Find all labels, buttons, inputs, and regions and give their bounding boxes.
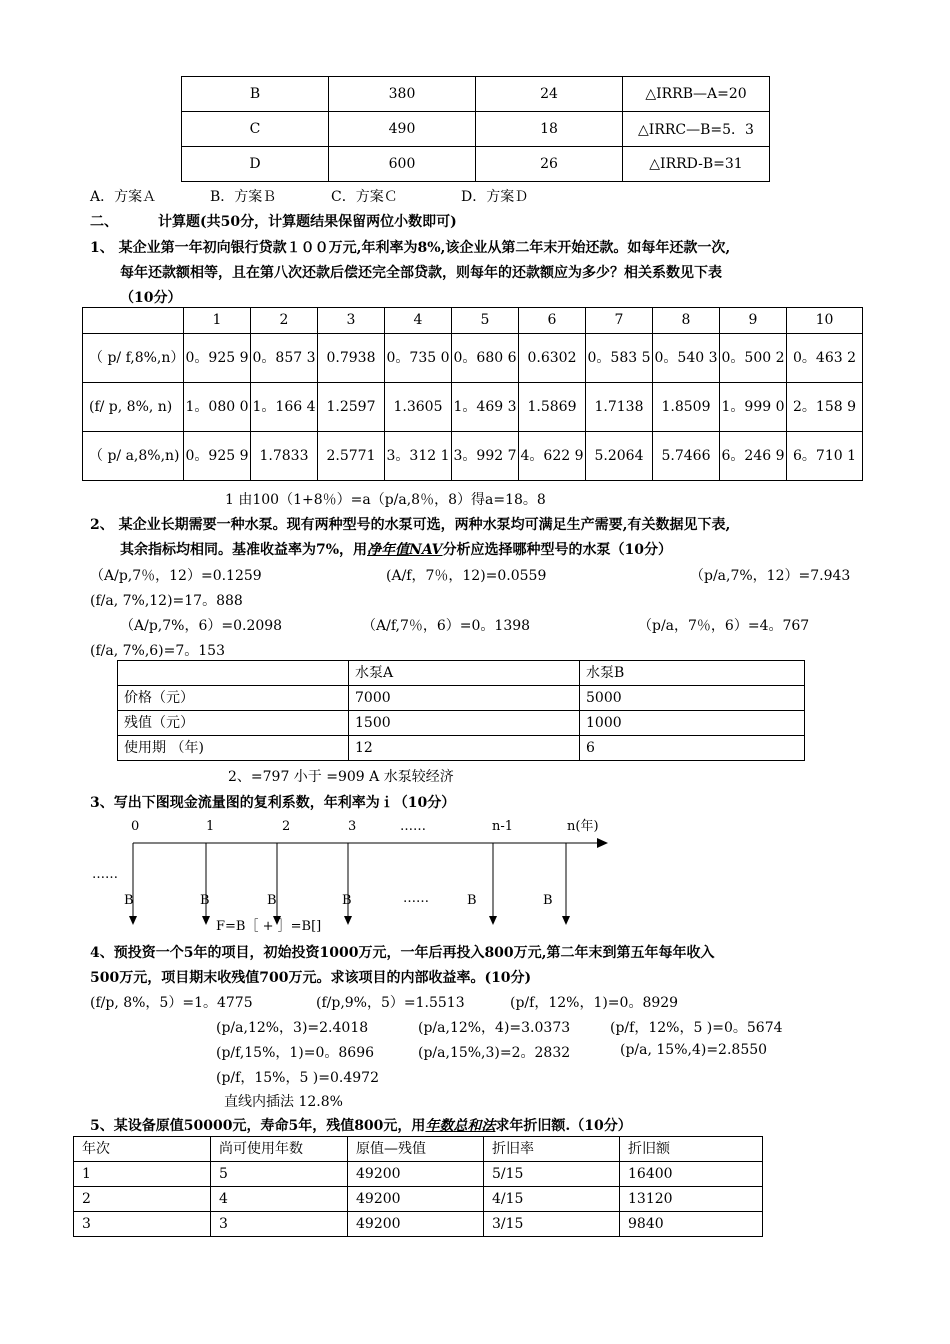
- axis-arrowhead-icon: [597, 838, 608, 848]
- option-d: D．方案Ｄ: [461, 189, 529, 205]
- option-c: C．方案Ｃ: [331, 189, 398, 205]
- q2-factor-4: (f/a, 7%,12)=17。888: [90, 593, 243, 609]
- npv-term: 净年值NAV: [367, 542, 443, 558]
- tick-label-2: 2: [282, 819, 291, 834]
- down-arrow-icon: [562, 916, 570, 925]
- q4-factor-1: (f/p, 8%，5）=1。4775: [90, 995, 253, 1011]
- q4-factor-3: (p/f，12%，1)=0。8929: [510, 995, 679, 1011]
- q2-line1: 2、 某企业长期需要一种水泵。现有两种型号的水泵可选，两种水泵均可满足生产需要,有关数据见下表,: [90, 517, 731, 533]
- q2-factor-1: （A/p,7％，12）=0.1259: [90, 568, 262, 584]
- down-arrow-icon: [344, 916, 352, 925]
- q4-factor-6: (p/f，12%，5 )=0。5674: [610, 1020, 783, 1036]
- q3-title: 3、写出下图现金流量图的复利系数，年利率为ｉ（10分）: [90, 795, 456, 811]
- q4-line2: 500万元，项目期末收残值700万元。求该项目的内部收益率。(10分): [90, 970, 532, 986]
- q4-line1: 4、预投资一个5年的项目，初始投资1000万元，一年后再投入800万元,第二年末到第五年每年收入: [90, 945, 715, 961]
- table-row: 2 4 49200 4/15 13120: [74, 1187, 763, 1212]
- tick-label-n: n(年): [567, 819, 599, 834]
- table-row: 价格（元） 7000 5000: [118, 686, 805, 711]
- q5-line: 5、某设备原值50000元，寿命5年，残值800元，用年数总和法求年折旧额.（10分）: [90, 1118, 632, 1134]
- q1-line3: （10分）: [120, 290, 182, 306]
- b-label: B: [342, 893, 352, 908]
- q4-factor-5: (p/a,12%，4)=3.0373: [418, 1020, 571, 1036]
- option-a: A．方案Ａ: [90, 189, 157, 205]
- q2-factor-7: （p/a，7％，6）=4。767: [638, 618, 810, 634]
- section-title: 计算题(共50分，计算题结果保留两位小数即可): [158, 214, 457, 230]
- depreciation-table: [73, 1136, 763, 1237]
- q1-line2: 每年还款额相等，且在第八次还款后偿还完全部贷款，则每年的还款额应为多少？相关系数见下表: [120, 265, 722, 281]
- q2-factor-6: （A/f,7％，6）=0。1398: [362, 618, 531, 634]
- tick-label-3: 3: [348, 819, 357, 834]
- down-arrow-icon: [129, 916, 137, 925]
- b-label: B: [467, 893, 477, 908]
- down-arrow-icon: [489, 916, 497, 925]
- q4-factor-4: (p/a,12%，3)=2.4018: [216, 1020, 369, 1036]
- q4-factor-7: (p/f,15%，1)=0。8696: [216, 1045, 375, 1061]
- pump-table: [117, 660, 805, 761]
- q4-factor-2: (f/p,9%，5）=1.5513: [316, 995, 465, 1011]
- table-row: （ p/ f,8%,n） 0。925 9 0。857 3 0.7938 0。735 0 0。680 6 0.6302 0。583 5 0。540 3 0。500 2 0。463 2: [83, 334, 863, 383]
- b-label: B: [124, 893, 134, 908]
- table-row: 1 5 49200 5/15 16400: [74, 1162, 763, 1187]
- top-table: [181, 76, 770, 182]
- q1-factor-table: [82, 307, 863, 481]
- q2-factor-3: （p/a,7%，12）=7.943: [690, 568, 851, 584]
- b-label: B: [200, 893, 210, 908]
- q2-factor-5: （A/p,7%，6）=0.2098: [120, 618, 283, 634]
- q2-factor-8: (f/a, 7%,6)=7。153: [90, 643, 225, 659]
- b-label: B: [543, 893, 553, 908]
- option-b: B．方案Ｂ: [210, 189, 277, 205]
- b-label: B: [267, 893, 277, 908]
- mid-dots: ……: [403, 891, 429, 906]
- q4-factor-9: (p/a, 15%,4)=2.8550: [620, 1042, 768, 1058]
- cash-flow-diagram: [0, 810, 950, 935]
- q4-answer: 直线内插法 12.8%: [224, 1094, 343, 1110]
- table-row: 年次 尚可使用年数 原值—残值 折旧率 折旧额: [74, 1137, 763, 1162]
- q4-factor-8: (p/a,15%,3)=2。2832: [418, 1045, 571, 1061]
- table-row: B 380 24 △IRRB—A=20: [182, 77, 770, 112]
- table-row: 水泵A 水泵B: [118, 661, 805, 686]
- section-number: 二、: [90, 214, 118, 230]
- q2-answer: 2、=797 小于 =909 A 水泵较经济: [228, 769, 454, 785]
- down-arrow-icon: [202, 916, 210, 925]
- left-dots: ……: [92, 867, 118, 882]
- table-row: 1 2 3 4 5 6 7 8 9 10: [83, 308, 863, 334]
- q1-line1: 1、 某企业第一年初向银行贷款１００万元,年利率为8%,该企业从第二年末开始还款。如每年还款一次,: [90, 240, 731, 256]
- q2-factor-2: (A/f，7％，12)=0.0559: [386, 568, 547, 584]
- table-row: （ p/ a,8%,n) 0。925 9 1.7833 2.5771 3。312 1 3。992 7 4。622 9 5.2064 5.7466 6。246 9 6。710 1: [83, 432, 863, 481]
- q1-answer: 1 由100（1+8％）=a（p/a,8％，8）得a=18。8: [225, 492, 546, 508]
- cash-flow-arrows: [129, 843, 570, 925]
- q2-line2: 其余指标均相同。基准收益率为7%，用净年值NAV分析应选择哪种型号的水泵（10分）: [120, 542, 673, 558]
- tick-label-dots: ……: [400, 819, 426, 834]
- tick-label-0: 0: [131, 819, 140, 834]
- tick-label-1: 1: [206, 819, 215, 834]
- tick-label-n-1: n-1: [492, 819, 514, 834]
- sum-of-years-term: 年数总和法: [425, 1118, 496, 1134]
- table-row: 使用期 （年) 12 6: [118, 736, 805, 761]
- table-row: 3 3 49200 3/15 9840: [74, 1212, 763, 1237]
- q3-formula: F=B［ + ］=B[]: [216, 919, 322, 934]
- q4-factor-10: (p/f，15%，5 )=0.4972: [216, 1070, 379, 1086]
- table-row: 残值（元） 1500 1000: [118, 711, 805, 736]
- table-row: (f/ p, 8%, n) 1。080 0 1。166 4 1.2597 1.3605 1。469 3 1.5869 1.7138 1.8509 1。999 0 2。158 9: [83, 383, 863, 432]
- table-row: D 600 26 △IRRD-B=31: [182, 147, 770, 182]
- table-row: C 490 18 △IRRC—B=5．3: [182, 112, 770, 147]
